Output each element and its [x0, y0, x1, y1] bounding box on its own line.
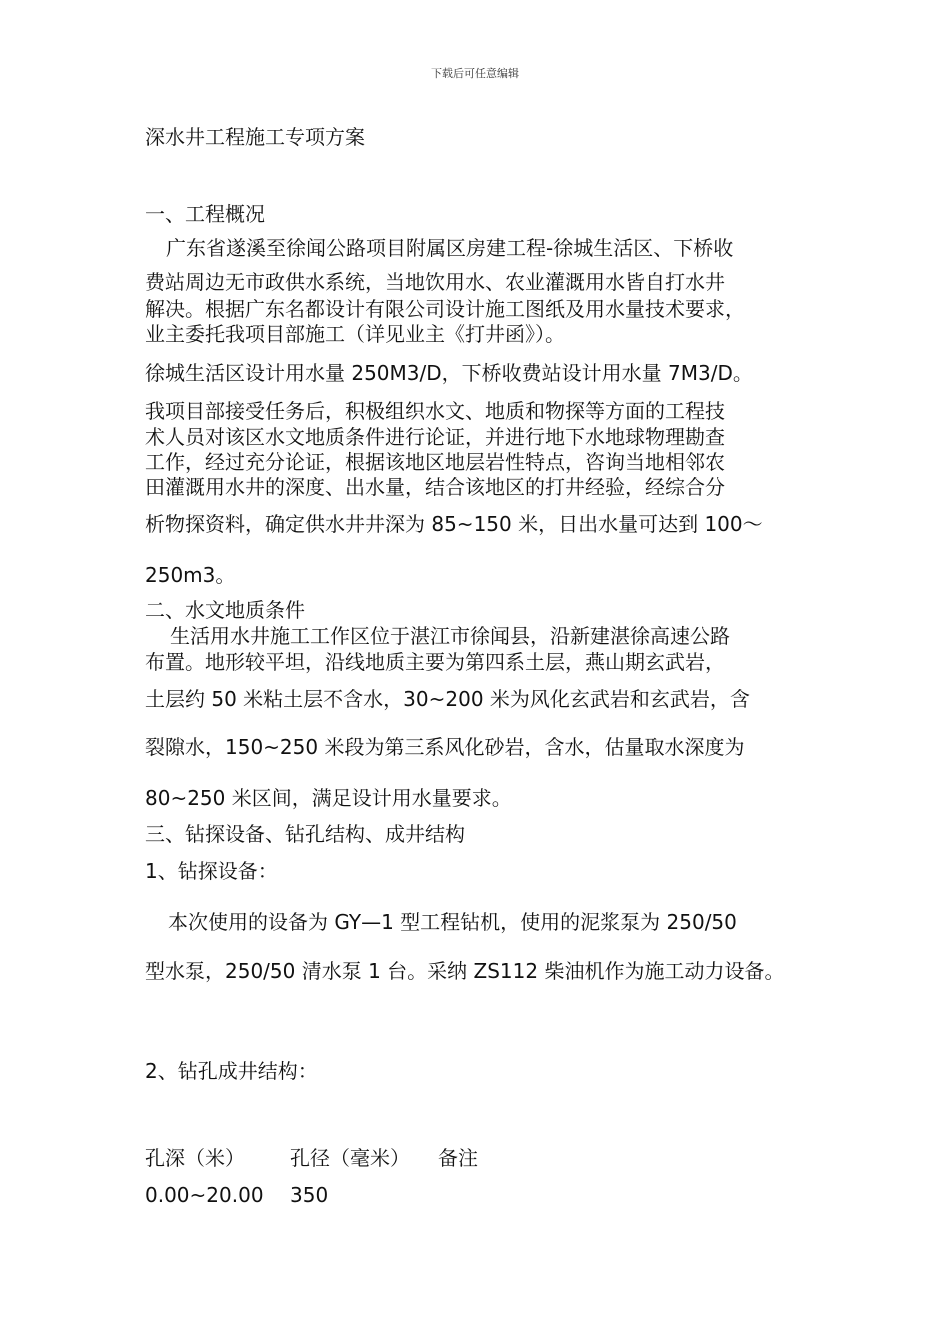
table-cell-depth: 0.00~20.00 [145, 1183, 264, 1207]
section3-sub1-heading: 1、钻探设备： [145, 859, 278, 883]
section1-para2: 徐城生活区设计用水量 250M3/D，下桥收费站设计用水量 7M3/D。 [145, 361, 753, 385]
page-header-note: 下载后可任意编辑 [431, 67, 519, 80]
section3-sub1-para-line: 型水泵，250/50 清水泵 1 台。采纳 ZS112 柴油机作为施工动力设备。 [145, 959, 785, 983]
section2-para-line: 裂隙水，150~250 米段为第三系风化砂岩，含水，估量取水深度为 [145, 735, 745, 759]
table-header-diameter: 孔径（毫米） [290, 1146, 410, 1170]
section2-para-line: 生活用水井施工工作区位于湛江市徐闻县，沿新建湛徐高速公路 [170, 624, 730, 648]
section1-para3-line: 工作，经过充分论证，根据该地区地层岩性特点，咨询当地相邻农 [145, 450, 725, 474]
table-cell-diameter: 350 [290, 1183, 329, 1207]
section1-para1-line: 解决。根据广东名都设计有限公司设计施工图纸及用水量技术要求， [145, 297, 745, 321]
table-header-remark: 备注 [438, 1146, 478, 1170]
section1-para3-line: 我项目部接受任务后，积极组织水文、地质和物探等方面的工程技 [145, 399, 725, 423]
section1-para3-line: 析物探资料，确定供水井井深为 85~150 米，日出水量可达到 100～ [145, 512, 763, 536]
section3-sub1-para-line: 本次使用的设备为 GY—1 型工程钻机，使用的泥浆泵为 250/50 [168, 910, 737, 934]
section2-para-line: 80~250 米区间，满足设计用水量要求。 [145, 786, 512, 810]
table-header-depth: 孔深（米） [145, 1146, 245, 1170]
section3-heading: 三、钻探设备、钻孔结构、成井结构 [145, 822, 465, 846]
section2-para-line: 布置。地形较平坦，沿线地质主要为第四系土层，燕山期玄武岩， [145, 650, 725, 674]
section1-para3-line: 250m3。 [145, 563, 236, 587]
section1-para3-line: 田灌溉用水井的深度、出水量，结合该地区的打井经验，经综合分 [145, 475, 725, 499]
doc-title: 深水井工程施工专项方案 [145, 125, 365, 149]
section1-para1-line: 费站周边无市政供水系统，当地饮用水、农业灌溉用水皆自打水井 [145, 270, 725, 294]
section1-heading: 一、工程概况 [145, 202, 265, 226]
section1-para1-line: 广东省遂溪至徐闻公路项目附属区房建工程-徐城生活区、下桥收 [166, 236, 734, 260]
section2-heading: 二、水文地质条件 [145, 598, 305, 622]
section2-para-line: 土层约 50 米粘土层不含水，30~200 米为风化玄武岩和玄武岩，含 [145, 687, 750, 711]
section1-para3-line: 术人员对该区水文地质条件进行论证，并进行地下水地球物理勘查 [145, 425, 725, 449]
section1-para1-line: 业主委托我项目部施工（详见业主《打井函》）。 [145, 322, 565, 346]
section3-sub2-heading: 2、钻孔成井结构： [145, 1059, 318, 1083]
